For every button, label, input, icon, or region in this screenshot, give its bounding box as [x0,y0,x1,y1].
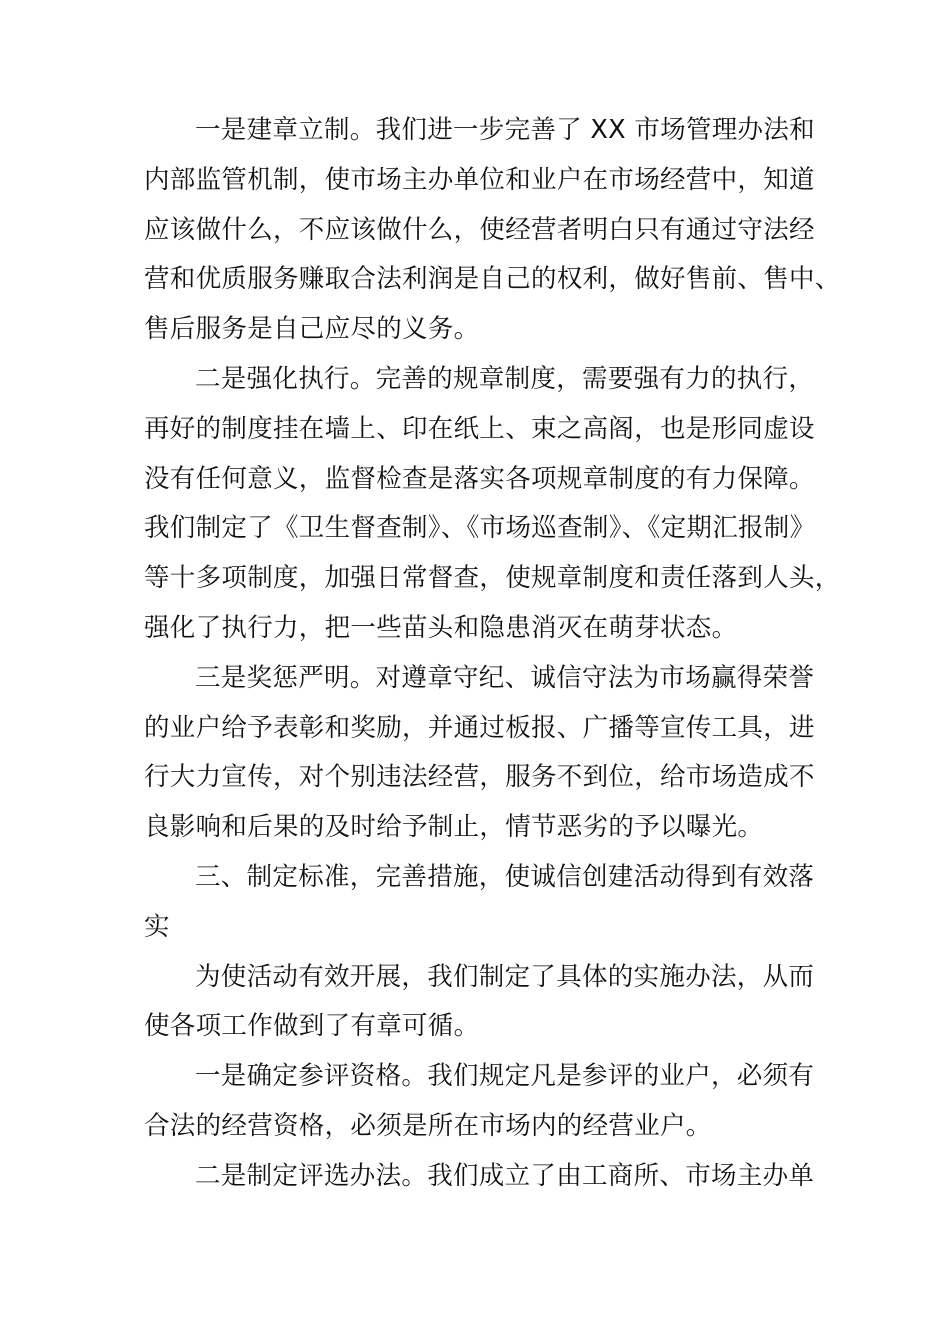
paragraph-implementation [144,953,815,1053]
section-heading-standards [144,853,815,953]
text-line: 良影响和后果的及时给予制止，情节恶劣的予以曝光。 [144,812,764,843]
text-line: 售后服务是自己应尽的义务。 [144,314,480,345]
document-body [144,106,841,1202]
paragraph-rule-making [144,106,841,355]
text-line: 再好的制度挂在墙上、印在纸上、束之高阁，也是形同虚设 [144,413,815,444]
paragraph-selection-method [144,1152,815,1202]
text-line: 为使活动有效开展，我们制定了具体的实施办法，从而 [195,961,815,992]
text-line: 的业户给予表彰和奖励，并通过板报、广播等宣传工具，进 [144,712,815,743]
paragraph-eligibility [144,1052,815,1152]
text-line: 三是奖惩严明。对遵章守纪、诚信守法为市场赢得荣誉 [195,662,815,693]
text-line: 内部监管机制，使市场主办单位和业户在市场经营中，知道 [144,164,815,195]
text-line: 等十多项制度，加强日常督查，使规章制度和责任落到人头， [144,563,841,594]
text-line: 实 [144,911,170,942]
text-line: 强化了执行力，把一些苗头和隐患消灭在萌芽状态。 [144,612,738,643]
text-line: 行大力宣传，对个别违法经营，服务不到位，给市场造成不 [144,762,815,793]
text-line: 合法的经营资格，必须是所在市场内的经营业户。 [144,1110,712,1141]
text-line: 三、制定标准，完善措施，使诚信创建活动得到有效落 [195,861,815,892]
paragraph-rewards-penalties [144,654,815,853]
text-line: 一是建章立制。我们进一步完善了 XX 市场管理办法和 [195,115,815,145]
text-line: 使各项工作做到了有章可循。 [144,1011,480,1042]
text-line: 营和优质服务赚取合法利润是自己的权利，做好售前、售中、 [144,264,841,295]
text-line: 没有任何意义，监督检查是落实各项规章制度的有力保障。 [144,463,815,494]
text-line: 二是制定评选办法。我们成立了由工商所、市场主办单 [195,1160,815,1191]
text-line: 我们制定了《卫生督查制》、《市场巡查制》、《定期汇报制》 [144,513,816,544]
paragraph-enforcement [144,355,841,654]
text-line: 应该做什么，不应该做什么，使经营者明白只有通过守法经 [144,214,815,245]
text-line: 一是确定参评资格。我们规定凡是参评的业户，必须有 [195,1061,815,1092]
text-line: 二是强化执行。完善的规章制度，需要强有力的执行， [195,363,815,394]
